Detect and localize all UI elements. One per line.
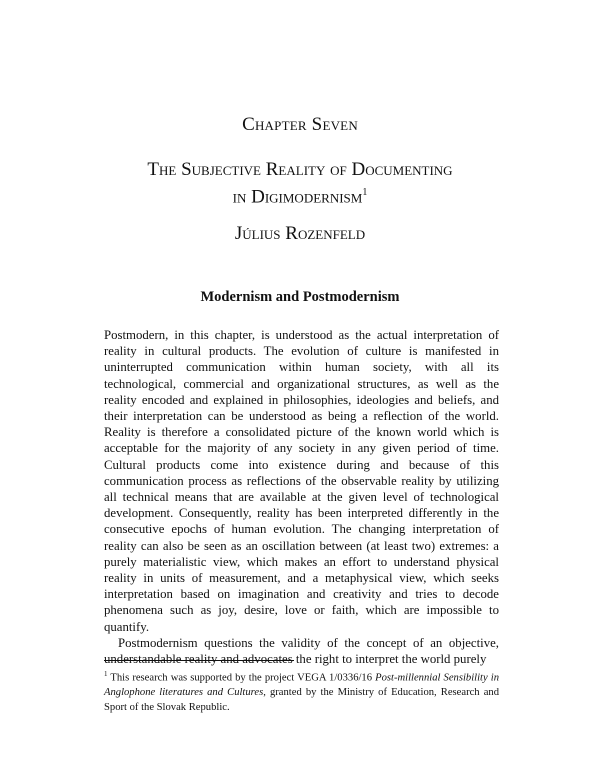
chapter-title-line-1: The Subjective Reality of Documenting <box>147 159 453 180</box>
footnote-project-title: Post-millennial Sensibility in Anglophone literatures and Cultures <box>104 672 499 699</box>
footnote <box>104 667 499 715</box>
footnote-divider <box>104 660 294 661</box>
author-name: Július Rozenfeld <box>234 223 366 244</box>
footnote-text-after: , granted by the Ministry of Education, Research and Sport of the Slovak Republic. <box>104 687 499 713</box>
title-footnote-marker[interactable]: 1 <box>362 187 368 198</box>
chapter-title-line-2: in Digimodernism <box>232 186 363 208</box>
body-text <box>104 327 499 667</box>
paragraph-1: Postmodern, in this chapter, is understood as the actual interpretation of reality in cultural products. The evolution of culture is manifested in uninterrupted communication within human society, with all its technological, commercial and organizational structures, as well as the reality encoded and explained in philosophies, ideologies and beliefs, and their interpretation can be understood as being a reflection of the world. Reality is therefore a consolidated picture of the known world which is acceptable for the majority of any society in any given period of time. Cultural products come into existence during and because of this communication process as reflections of the observable reality by utilizing all technical means that are available at the given level of technological development. Consequently, reality has been interpreted differently in the consecutive epochs of human evolution. The changing interpretation of reality can also be seen as an oscillation between (at least two) extremes: a purely materialistic view, which makes an effort to understand physical reality in units of measurement, and a metaphysical view, which seeks interpretation based on imagination and creativity and tries to decode phenomena such as joy, desire, love or faith, which are impossible to quantify. <box>104 328 499 634</box>
section-heading: Modernism and Postmodernism <box>200 289 400 305</box>
paragraph-2: Postmodernism questions the validity of the concept of an objective, understandable reality and advocates the right to interpret the world purely <box>104 635 499 667</box>
footnote-text-before: This research was supported by the project VEGA 1/0336/16 <box>110 672 373 684</box>
chapter-label: Chapter Seven <box>242 114 358 135</box>
footnote-marker: 1 <box>104 670 108 678</box>
chapter-title <box>60 158 540 208</box>
